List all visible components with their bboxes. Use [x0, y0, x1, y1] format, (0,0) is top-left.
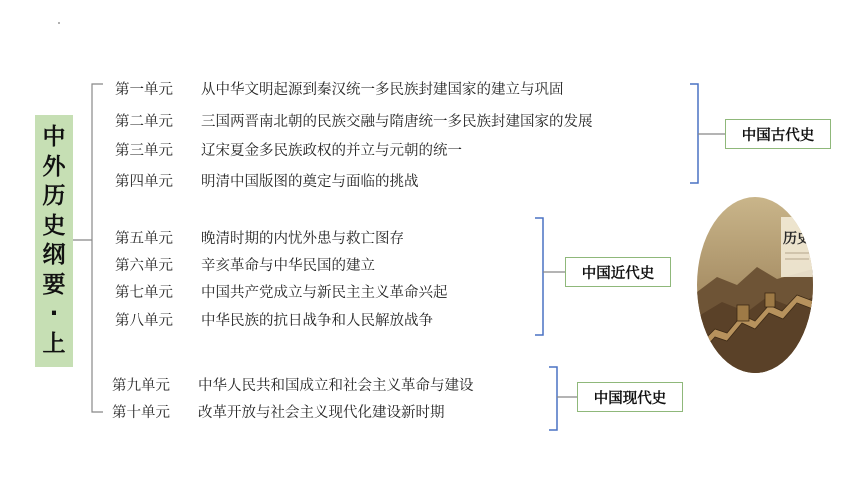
unit-label: 第四单元	[115, 174, 173, 190]
main-bracket	[92, 84, 103, 412]
unit-title: 三国两晋南北朝的民族交融与隋唐统一多民族封建国家的发展	[201, 114, 593, 130]
main-title-char: ·	[49, 301, 59, 328]
unit-row	[112, 401, 445, 422]
unit-row	[115, 281, 448, 302]
unit-title: 中国共产党成立与新民主主义革命兴起	[201, 285, 448, 301]
unit-label: 第六单元	[115, 258, 173, 274]
unit-title: 中华民族的抗日战争和人民解放战争	[201, 313, 433, 329]
unit-label: 第九单元	[112, 378, 170, 394]
unit-label: 第五单元	[115, 231, 173, 247]
unit-row	[115, 78, 564, 99]
unit-label: 第七单元	[115, 285, 173, 301]
bracket-contemporary	[549, 367, 557, 430]
main-title-box	[35, 115, 73, 367]
unit-title: 辛亥革命与中华民国的建立	[201, 258, 375, 274]
main-title-char: 史	[42, 212, 66, 239]
unit-title: 辽宋夏金多民族政权的并立与元朝的统一	[201, 143, 462, 159]
unit-label: 第三单元	[115, 143, 173, 159]
unit-row	[115, 170, 419, 191]
unit-row	[115, 139, 462, 160]
unit-title: 晚清时期的内忧外患与救亡图存	[201, 231, 404, 247]
main-title-char: 纲	[42, 242, 66, 269]
unit-label: 第八单元	[115, 313, 173, 329]
bracket-modern	[535, 218, 543, 335]
unit-title: 从中华文明起源到秦汉统一多民族封建国家的建立与巩固	[201, 82, 564, 98]
unit-row	[115, 254, 375, 275]
main-title-char: 中	[42, 124, 66, 151]
unit-title: 改革开放与社会主义现代化建设新时期	[198, 405, 445, 421]
book-title: 历史	[783, 231, 811, 247]
unit-title: 中华人民共和国成立和社会主义革命与建设	[198, 378, 474, 394]
unit-label: 第二单元	[115, 114, 173, 130]
unit-row	[115, 309, 433, 330]
unit-row	[115, 227, 404, 248]
unit-label: 第一单元	[115, 82, 173, 98]
main-title-char: 外	[42, 153, 66, 180]
main-title-char: 要	[42, 271, 66, 298]
main-title-char: 历	[42, 183, 66, 210]
bracket-ancient	[690, 84, 698, 183]
unit-row	[112, 374, 474, 395]
unit-title: 明清中国版图的奠定与面临的挑战	[201, 174, 419, 190]
era-label-modern: 中国近代史	[565, 257, 671, 287]
unit-label: 第十单元	[112, 405, 170, 421]
main-title-char: 上	[42, 330, 66, 357]
era-label-ancient: 中国古代史	[725, 119, 831, 149]
era-label-contemporary: 中国现代史	[577, 382, 683, 412]
unit-row	[115, 110, 593, 131]
textbook-cover-image	[697, 197, 813, 373]
